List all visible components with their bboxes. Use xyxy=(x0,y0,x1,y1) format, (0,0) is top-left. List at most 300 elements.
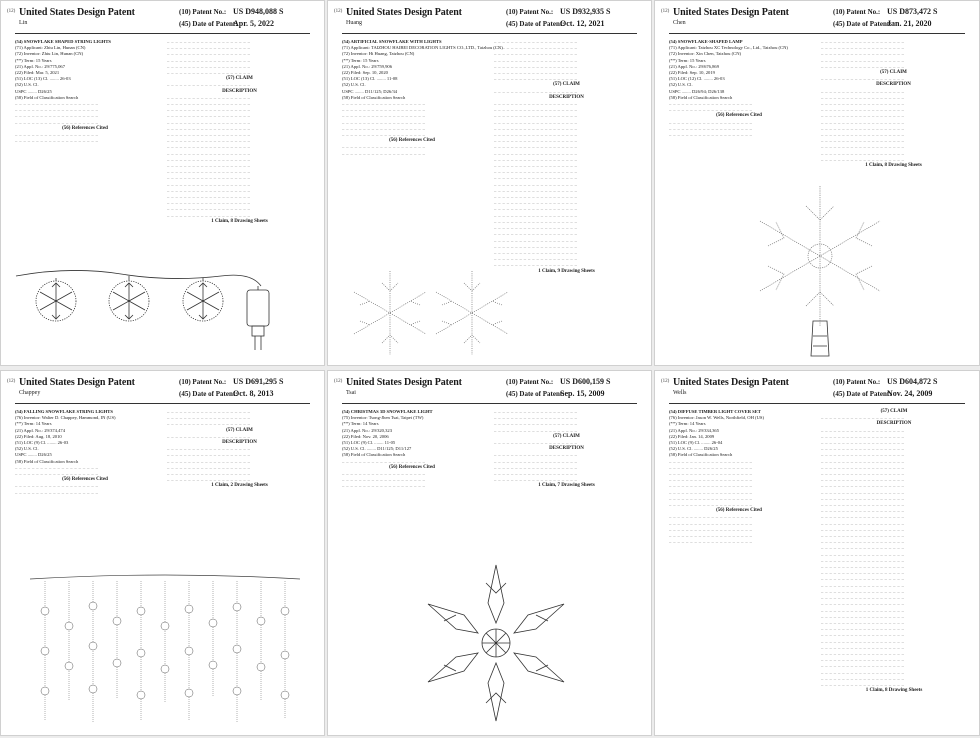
header-rule xyxy=(342,403,637,404)
text-filler: – – – – – – – – – – – – – – – – – – – – xyxy=(821,150,905,156)
left-column xyxy=(342,39,503,157)
field-line: (51) LOC (9) Cl. ........ 26-04 xyxy=(669,440,723,446)
drawing-note: 1 Claim, 8 Drawing Sheets xyxy=(865,688,923,694)
left-column xyxy=(15,409,155,496)
patent-header xyxy=(1,371,324,407)
text-filler: – – – – – – – – – – – – – – – – – – – – xyxy=(494,464,578,470)
text-filler: – – – – – – – – – – – – – – – – – – – – xyxy=(821,675,905,681)
text-filler: – – – – – – – – – – – – – – – – – – – – xyxy=(669,107,753,113)
text-filler: – – – – – – – – – – – – – – – – – – – – xyxy=(167,82,251,88)
text-filler: – – – – – – – – – – – – – – – – – – – – xyxy=(167,421,251,427)
text-filler: – – – – – – – – – – – – – – – – – – – – xyxy=(167,187,251,193)
text-filler: – – – – – – – – – – – – – – – – – – – – xyxy=(821,551,905,557)
text-filler: – – – – – – – – – – – – – – – – – – – – xyxy=(821,508,905,514)
text-filler: – – – – – – – – – – – – – – – – – – – – xyxy=(821,452,905,458)
text-filler: – – – – – – – – – – – – – – – – – – – – xyxy=(494,63,578,69)
text-filler: – – – – – – – – – – – – – – – – – – – – xyxy=(821,156,905,162)
field-line: (21) Appl. No.: 29/374,474 xyxy=(15,427,66,433)
patent-number: US D600,159 S xyxy=(560,377,611,386)
patent-title: United States Design Patent xyxy=(346,377,462,388)
text-filler: – – – – – – – – – – – – – – – – – – – – xyxy=(342,107,426,113)
text-filler: – – – – – – – – – – – – – – – – – – – – xyxy=(494,119,578,125)
text-filler: – – – – – – – – – – – – – – – – – – – – xyxy=(167,200,251,206)
text-filler: – – – – – – – – – – – – – – – – – – – – xyxy=(494,125,578,131)
text-filler: – – – – – – – – – – – – – – – – – – – – xyxy=(494,39,578,44)
text-filler: – – – – – – – – – – – – – – – – – – – – xyxy=(821,601,905,607)
snowflake-lamp-drawing xyxy=(725,181,915,361)
field-line: (71) Applicant: Taizhou XC Technology Co., Ltd., Taizhou (CN) xyxy=(669,45,788,51)
patent-no-label: (10) Patent No.: xyxy=(833,378,881,386)
description-heading: DESCRIPTION xyxy=(549,446,584,452)
text-filler: – – – – – – – – – – – – – – – – – – – – xyxy=(821,644,905,650)
text-filler: – – – – – – – – – – – – – – – – – – – – xyxy=(494,243,578,249)
field-line: (51) LOC (13) Cl. ........ 26-03 xyxy=(15,76,71,82)
patent-date: Oct. 8, 2013 xyxy=(233,389,274,398)
3d-snowflake-drawing xyxy=(396,557,596,733)
header-rule xyxy=(15,33,310,34)
field-line: USPC ........ D26/94; D26/138 xyxy=(669,88,725,94)
patent-date: Oct. 12, 2021 xyxy=(560,19,605,28)
patent-title: United States Design Patent xyxy=(673,377,789,388)
left-column xyxy=(342,409,482,490)
text-filler: – – – – – – – – – – – – – – – – – – – – xyxy=(821,138,905,144)
code-label: (12) xyxy=(661,9,670,14)
left-column xyxy=(15,39,155,144)
text-filler: – – – – – – – – – – – – – – – – – – – – xyxy=(821,681,905,687)
text-filler: – – – – – – – – – – – – – – – – – – – – xyxy=(669,101,753,107)
design-title: (54) CHRISTMAS 3D SNOWFLAKE LIGHT xyxy=(342,409,433,414)
text-filler: – – – – – – – – – – – – – – – – – – – – xyxy=(494,169,578,175)
text-filler: – – – – – – – – – – – – – – – – – – – – xyxy=(15,471,99,477)
text-filler: – – – – – – – – – – – – – – – – – – – – xyxy=(494,415,578,421)
left-column xyxy=(669,39,809,138)
code-label: (12) xyxy=(7,379,16,384)
field-line: (75) Inventor: Tsong-Jhen Tsai, Taipei (TW) xyxy=(342,415,424,421)
text-filler: – – – – – – – – – – – – – – – – – – – – xyxy=(821,595,905,601)
text-filler: – – – – – – – – – – – – – – – – – – – – xyxy=(821,657,905,663)
text-filler: – – – – – – – – – – – – – – – – – – – – xyxy=(821,663,905,669)
field-line: (22) Filed: Aug. 18, 2010 xyxy=(15,433,62,439)
patent-header xyxy=(655,1,979,37)
text-filler: – – – – – – – – – – – – – – – – – – – – xyxy=(494,206,578,212)
claim-heading: (57) CLAIM xyxy=(880,409,908,414)
text-filler: – – – – – – – – – – – – – – – – – – – – xyxy=(821,471,905,477)
field-line: (21) Appl. No.: 29/759,906 xyxy=(342,63,393,69)
text-filler: – – – – – – – – – – – – – – – – – – – – xyxy=(494,218,578,224)
text-filler: – – – – – – – – – – – – – – – – – – – – xyxy=(821,94,905,100)
text-filler: – – – – – – – – – – – – – – – – – – – – xyxy=(494,249,578,255)
field-line: (52) U.S. Cl. xyxy=(669,82,693,88)
text-filler: – – – – – – – – – – – – – – – – – – – – xyxy=(821,458,905,464)
claim-heading: (57) CLAIM xyxy=(226,76,253,82)
header-rule xyxy=(342,33,637,34)
patent-page-4[interactable] xyxy=(0,370,325,736)
field-line: (52) U.S. Cl. xyxy=(15,82,39,88)
text-filler: – – – – – – – – – – – – – – – – – – – – xyxy=(167,138,251,144)
field-line: (22) Filed: Mar. 5, 2021 xyxy=(15,70,60,76)
text-filler: – – – – – – – – – – – – – – – – – – – – xyxy=(821,570,905,576)
text-filler: – – – – – – – – – – – – – – – – – – – – xyxy=(821,125,905,131)
text-filler: – – – – – – – – – – – – – – – – – – – – xyxy=(167,57,251,63)
text-filler: – – – – – – – – – – – – – – – – – – – – xyxy=(167,452,251,458)
text-filler: – – – – – – – – – – – – – – – – – – – – xyxy=(342,477,426,483)
inventor-name: Chappey xyxy=(19,390,41,396)
text-filler: – – – – – – – – – – – – – – – – – – – – xyxy=(494,452,578,458)
right-column xyxy=(494,409,639,490)
field-line: USPC ........ D26/25 xyxy=(15,452,52,458)
patent-no-label: (10) Patent No.: xyxy=(833,8,881,16)
text-filler: – – – – – – – – – – – – – – – – – – – – xyxy=(167,94,251,100)
text-filler: – – – – – – – – – – – – – – – – – – – – xyxy=(821,514,905,520)
text-filler: – – – – – – – – – – – – – – – – – – – – xyxy=(669,477,753,483)
string-lights-drawing xyxy=(11,246,316,361)
text-filler: – – – – – – – – – – – – – – – – – – – – xyxy=(821,626,905,632)
text-filler: – – – – – – – – – – – – – – – – – – – – xyxy=(342,113,426,119)
text-filler: – – – – – – – – – – – – – – – – – – – – xyxy=(15,101,99,107)
text-filler: – – – – – – – – – – – – – – – – – – – – xyxy=(494,231,578,237)
text-filler: – – – – – – – – – – – – – – – – – – – – xyxy=(494,256,578,262)
drawing-note: 1 Claim, 8 Drawing Sheets xyxy=(211,218,268,224)
text-filler: – – – – – – – – – – – – – – – – – – – – xyxy=(342,144,426,150)
date-label: (45) Date of Patent: xyxy=(179,20,238,28)
text-filler: – – – – – – – – – – – – – – – – – – – – xyxy=(494,88,578,94)
inventor-name: Wells xyxy=(673,390,687,396)
references-heading: (56) References Cited xyxy=(716,508,762,514)
text-filler: – – – – – – – – – – – – – – – – – – – – xyxy=(821,495,905,501)
code-label: (12) xyxy=(661,379,670,384)
field-line: (51) LOC (12) Cl. ........ 26-03 xyxy=(669,76,725,82)
date-label: (45) Date of Patent: xyxy=(833,390,892,398)
text-filler: – – – – – – – – – – – – – – – – – – – – xyxy=(167,458,251,464)
text-filler: – – – – – – – – – – – – – – – – – – – – xyxy=(821,464,905,470)
field-line: USPC ........ D26/25 xyxy=(15,88,52,94)
right-column xyxy=(167,39,312,225)
text-filler: – – – – – – – – – – – – – – – – – – – – xyxy=(494,477,578,483)
field-line: (52) U.S. Cl. xyxy=(15,446,39,452)
right-column xyxy=(494,39,639,275)
patent-page-6[interactable] xyxy=(654,370,980,736)
patent-page-2[interactable] xyxy=(327,0,652,366)
design-title: (54) ARTIFICIAL SNOWFLAKE WITH LIGHTS xyxy=(342,39,442,44)
text-filler: – – – – – – – – – – – – – – – – – – – – xyxy=(821,57,905,63)
text-filler: – – – – – – – – – – – – – – – – – – – – xyxy=(669,539,753,545)
text-filler: – – – – – – – – – – – – – – – – – – – – xyxy=(167,464,251,470)
text-filler: – – – – – – – – – – – – – – – – – – – – xyxy=(494,113,578,119)
text-filler: – – – – – – – – – – – – – – – – – – – – xyxy=(167,433,251,439)
text-filler: – – – – – – – – – – – – – – – – – – – – xyxy=(167,175,251,181)
text-filler: – – – – – – – – – – – – – – – – – – – – xyxy=(821,483,905,489)
right-column xyxy=(821,409,967,694)
patent-number: US D948,088 S xyxy=(233,7,284,16)
field-line: (76) Inventor: Jason W. Wells, Northfield, OH (US) xyxy=(669,415,764,421)
text-filler: – – – – – – – – – – – – – – – – – – – – xyxy=(821,632,905,638)
text-filler: – – – – – – – – – – – – – – – – – – – – xyxy=(494,421,578,427)
text-filler: – – – – – – – – – – – – – – – – – – – – xyxy=(494,144,578,150)
field-line: (22) Filed: Nov. 20, 2006 xyxy=(342,433,389,439)
text-filler: – – – – – – – – – – – – – – – – – – – – xyxy=(167,101,251,107)
claim-heading: (57) CLAIM xyxy=(553,82,580,88)
drawing-note: 1 Claim, 9 Drawing Sheets xyxy=(538,268,595,274)
text-filler: – – – – – – – – – – – – – – – – – – – – xyxy=(167,113,251,119)
description-heading: DESCRIPTION xyxy=(876,82,911,88)
patent-title: United States Design Patent xyxy=(346,7,462,18)
text-filler: – – – – – – – – – – – – – – – – – – – – xyxy=(167,446,251,452)
text-filler: – – – – – – – – – – – – – – – – – – – – xyxy=(15,119,99,125)
text-filler: – – – – – – – – – – – – – – – – – – – – xyxy=(167,194,251,200)
text-filler: – – – – – – – – – – – – – – – – – – – – xyxy=(821,520,905,526)
inventor-name: Lin xyxy=(19,20,28,26)
code-label: (12) xyxy=(334,379,343,384)
patent-no-label: (10) Patent No.: xyxy=(506,378,554,386)
field-line: (**) Term: 15 Years xyxy=(342,57,379,63)
text-filler: – – – – – – – – – – – – – – – – – – – – xyxy=(494,427,578,433)
text-filler: – – – – – – – – – – – – – – – – – – – – xyxy=(167,409,251,414)
field-line: (58) Field of Classification Search xyxy=(669,452,733,458)
date-label: (45) Date of Patent: xyxy=(179,390,238,398)
text-filler: – – – – – – – – – – – – – – – – – – – – xyxy=(15,132,99,138)
text-filler: – – – – – – – – – – – – – – – – – – – – xyxy=(494,45,578,51)
text-filler: – – – – – – – – – – – – – – – – – – – – xyxy=(821,63,905,69)
text-filler: – – – – – – – – – – – – – – – – – – – – xyxy=(821,51,905,57)
text-filler: – – – – – – – – – – – – – – – – – – – – xyxy=(167,477,251,483)
text-filler: – – – – – – – – – – – – – – – – – – – – xyxy=(669,471,753,477)
field-line: (**) Term: 15 Years xyxy=(15,57,52,63)
text-filler: – – – – – – – – – – – – – – – – – – – – xyxy=(669,520,753,526)
patent-no-label: (10) Patent No.: xyxy=(179,8,227,16)
field-line: (71) Applicant: TAIZHOU HAIBEI DECORATION LIGHTS CO.,LTD., Taizhou (CN) xyxy=(342,45,503,51)
patent-title: United States Design Patent xyxy=(19,377,135,388)
field-line: (71) Applicant: Zhiu Lin, Hunan (CN) xyxy=(15,45,86,51)
text-filler: – – – – – – – – – – – – – – – – – – – – xyxy=(669,119,753,125)
field-line: (58) Field of Classification Search xyxy=(669,94,733,100)
text-filler: – – – – – – – – – – – – – – – – – – – – xyxy=(494,262,578,268)
patent-page-5[interactable] xyxy=(327,370,652,736)
field-line: (52) U.S. Cl. xyxy=(342,82,366,88)
text-filler: – – – – – – – – – – – – – – – – – – – – xyxy=(15,489,99,495)
text-filler: – – – – – – – – – – – – – – – – – – – – xyxy=(821,107,905,113)
field-line: (58) Field of Classification Search xyxy=(15,458,79,464)
text-filler: – – – – – – – – – – – – – – – – – – – – xyxy=(669,495,753,501)
text-filler: – – – – – – – – – – – – – – – – – – – – xyxy=(821,415,905,421)
text-filler: – – – – – – – – – – – – – – – – – – – – xyxy=(167,45,251,51)
text-filler: – – – – – – – – – – – – – – – – – – – – xyxy=(167,169,251,175)
header-rule xyxy=(669,33,965,34)
text-filler: – – – – – – – – – – – – – – – – – – – – xyxy=(494,76,578,82)
text-filler: – – – – – – – – – – – – – – – – – – – – xyxy=(821,557,905,563)
text-filler: – – – – – – – – – – – – – – – – – – – – xyxy=(669,464,753,470)
text-filler: – – – – – – – – – – – – – – – – – – – – xyxy=(494,200,578,206)
text-filler: – – – – – – – – – – – – – – – – – – – – xyxy=(494,458,578,464)
patent-number: US D691,295 S xyxy=(233,377,284,386)
field-line: (58) Field of Classification Search xyxy=(342,452,406,458)
description-heading: DESCRIPTION xyxy=(222,440,257,446)
drawing-note: 1 Claim, 7 Drawing Sheets xyxy=(538,483,595,489)
inventor-name: Chen xyxy=(673,20,686,26)
text-filler: – – – – – – – – – – – – – – – – – – – – xyxy=(821,144,905,150)
field-line: (**) Term: 14 Years xyxy=(15,421,52,427)
text-filler: – – – – – – – – – – – – – – – – – – – – xyxy=(494,132,578,138)
text-filler: – – – – – – – – – – – – – – – – – – – – xyxy=(494,225,578,231)
left-column xyxy=(669,409,809,545)
text-filler: – – – – – – – – – – – – – – – – – – – – xyxy=(821,76,905,82)
text-filler: – – – – – – – – – – – – – – – – – – – – xyxy=(821,576,905,582)
patent-header xyxy=(328,1,651,37)
text-filler: – – – – – – – – – – – – – – – – – – – – xyxy=(494,57,578,63)
text-filler: – – – – – – – – – – – – – – – – – – – – xyxy=(821,607,905,613)
text-filler: – – – – – – – – – – – – – – – – – – – – xyxy=(15,483,99,489)
patent-header xyxy=(1,1,324,37)
patent-date: Nov. 24, 2009 xyxy=(887,389,933,398)
design-title: (54) SNOWFLAKE SHAPED STRING LIGHTS xyxy=(15,39,111,44)
field-line: (52) U.S. Cl. ........ D11/125; D11/127 xyxy=(342,446,412,452)
patent-date: Jan. 21, 2020 xyxy=(887,19,932,28)
references-heading: (56) References Cited xyxy=(62,477,108,483)
field-line: USPC ........ D11/125; D26/34 xyxy=(342,88,398,94)
text-filler: – – – – – – – – – – – – – – – – – – – – xyxy=(494,101,578,107)
text-filler: – – – – – – – – – – – – – – – – – – – – xyxy=(494,51,578,57)
text-filler: – – – – – – – – – – – – – – – – – – – – xyxy=(167,125,251,131)
text-filler: – – – – – – – – – – – – – – – – – – – – xyxy=(821,669,905,675)
text-filler: – – – – – – – – – – – – – – – – – – – – xyxy=(821,45,905,51)
field-line: (21) Appl. No.: 29/676,869 xyxy=(669,63,720,69)
text-filler: – – – – – – – – – – – – – – – – – – – – xyxy=(821,101,905,107)
text-filler: – – – – – – – – – – – – – – – – – – – – xyxy=(669,489,753,495)
text-filler: – – – – – – – – – – – – – – – – – – – – xyxy=(494,156,578,162)
text-filler: – – – – – – – – – – – – – – – – – – – – xyxy=(821,539,905,545)
text-filler: – – – – – – – – – – – – – – – – – – – – xyxy=(821,650,905,656)
text-filler: – – – – – – – – – – – – – – – – – – – – xyxy=(167,132,251,138)
references-heading: (56) References Cited xyxy=(62,125,108,131)
text-filler: – – – – – – – – – – – – – – – – – – – – xyxy=(669,502,753,508)
field-line: (51) LOC (9) Cl. ........ 11-05 xyxy=(342,440,396,446)
design-title: (54) FALLING SNOWFLAKE STRING LIGHTS xyxy=(15,409,113,414)
text-filler: – – – – – – – – – – – – – – – – – – – – xyxy=(821,119,905,125)
date-label: (45) Date of Patent: xyxy=(506,20,565,28)
text-filler: – – – – – – – – – – – – – – – – – – – – xyxy=(669,533,753,539)
field-line: (**) Term: 14 Years xyxy=(342,421,379,427)
date-label: (45) Date of Patent: xyxy=(833,20,892,28)
field-line: (21) Appl. No.: 29/334,365 xyxy=(669,427,720,433)
field-line: (21) Appl. No.: 29/775,067 xyxy=(15,63,66,69)
text-filler: – – – – – – – – – – – – – – – – – – – – xyxy=(821,638,905,644)
patent-number: US D604,872 S xyxy=(887,377,938,386)
text-filler: – – – – – – – – – – – – – – – – – – – – xyxy=(821,545,905,551)
description-heading: DESCRIPTION xyxy=(222,88,257,94)
text-filler: – – – – – – – – – – – – – – – – – – – – xyxy=(821,433,905,439)
text-filler: – – – – – – – – – – – – – – – – – – – – xyxy=(669,132,753,138)
text-filler: – – – – – – – – – – – – – – – – – – – – xyxy=(15,464,99,470)
text-filler: – – – – – – – – – – – – – – – – – – – – xyxy=(821,446,905,452)
field-line: (**) Term: 15 Years xyxy=(669,57,706,63)
text-filler: – – – – – – – – – – – – – – – – – – – – xyxy=(669,458,753,464)
text-filler: – – – – – – – – – – – – – – – – – – – – xyxy=(494,194,578,200)
claim-heading: (57) CLAIM xyxy=(880,70,907,76)
text-filler: – – – – – – – – – – – – – – – – – – – – xyxy=(494,187,578,193)
header-rule xyxy=(15,403,310,404)
text-filler: – – – – – – – – – – – – – – – – – – – – xyxy=(821,440,905,446)
field-line: (72) Inventor: Hi Huang, Taizhou (CN) xyxy=(342,51,415,57)
text-filler: – – – – – – – – – – – – – – – – – – – – xyxy=(342,458,426,464)
text-filler: – – – – – – – – – – – – – – – – – – – – xyxy=(821,588,905,594)
field-line: (72) Inventor: Xin Chen, Taizhou (CN) xyxy=(669,51,742,57)
text-filler: – – – – – – – – – – – – – – – – – – – – xyxy=(167,181,251,187)
patent-header xyxy=(328,371,651,407)
text-filler: – – – – – – – – – – – – – – – – – – – – xyxy=(167,163,251,169)
text-filler: – – – – – – – – – – – – – – – – – – – – xyxy=(821,564,905,570)
text-filler: – – – – – – – – – – – – – – – – – – – – xyxy=(167,107,251,113)
field-line: (58) Field of Classification Search xyxy=(342,94,406,100)
text-filler: – – – – – – – – – – – – – – – – – – – – xyxy=(821,533,905,539)
right-column xyxy=(821,39,966,169)
text-filler: – – – – – – – – – – – – – – – – – – – – xyxy=(167,212,251,218)
text-filler: – – – – – – – – – – – – – – – – – – – – xyxy=(342,119,426,125)
inventor-name: Tsai xyxy=(346,390,356,396)
text-filler: – – – – – – – – – – – – – – – – – – – – xyxy=(167,39,251,44)
field-line: (22) Filed: Jan. 14, 2009 xyxy=(669,433,715,439)
text-filler: – – – – – – – – – – – – – – – – – – – – xyxy=(167,144,251,150)
patent-date: Sep. 15, 2009 xyxy=(560,389,605,398)
text-filler: – – – – – – – – – – – – – – – – – – – – xyxy=(15,113,99,119)
text-filler: – – – – – – – – – – – – – – – – – – – – xyxy=(167,150,251,156)
patent-title: United States Design Patent xyxy=(673,7,789,18)
text-filler: – – – – – – – – – – – – – – – – – – – – xyxy=(342,150,426,156)
text-filler: – – – – – – – – – – – – – – – – – – – – xyxy=(167,51,251,57)
text-filler: – – – – – – – – – – – – – – – – – – – – xyxy=(821,489,905,495)
patent-date: Apr. 5, 2022 xyxy=(233,19,275,28)
patent-page-1[interactable] xyxy=(0,0,325,366)
text-filler: – – – – – – – – – – – – – – – – – – – – xyxy=(494,150,578,156)
text-filler: – – – – – – – – – – – – – – – – – – – – xyxy=(15,107,99,113)
patent-no-label: (10) Patent No.: xyxy=(506,8,554,16)
references-heading: (56) References Cited xyxy=(716,113,762,119)
text-filler: – – – – – – – – – – – – – – – – – – – – xyxy=(494,70,578,76)
patent-page-3[interactable] xyxy=(654,0,980,366)
text-filler: – – – – – – – – – – – – – – – – – – – – xyxy=(494,471,578,477)
text-filler: – – – – – – – – – – – – – – – – – – – – xyxy=(821,582,905,588)
text-filler: – – – – – – – – – – – – – – – – – – – – xyxy=(494,409,578,414)
falling-snowflake-drawing xyxy=(25,571,305,731)
text-filler: – – – – – – – – – – – – – – – – – – – – xyxy=(669,125,753,131)
text-filler: – – – – – – – – – – – – – – – – – – – – xyxy=(821,619,905,625)
field-line: (**) Term: 14 Years xyxy=(669,421,706,427)
text-filler: – – – – – – – – – – – – – – – – – – – – xyxy=(494,163,578,169)
field-line: (51) LOC (13) Cl. ........ 11-08 xyxy=(342,76,398,82)
description-heading: DESCRIPTION xyxy=(876,421,912,427)
right-column xyxy=(167,409,312,490)
text-filler: – – – – – – – – – – – – – – – – – – – – xyxy=(494,107,578,113)
snowflake-drawing xyxy=(340,263,640,363)
text-filler: – – – – – – – – – – – – – – – – – – – – xyxy=(494,138,578,144)
references-heading: (56) References Cited xyxy=(389,464,435,470)
references-heading: (56) References Cited xyxy=(389,138,435,144)
text-filler: – – – – – – – – – – – – – – – – – – – – xyxy=(342,132,426,138)
date-label: (45) Date of Patent: xyxy=(506,390,565,398)
text-filler: – – – – – – – – – – – – – – – – – – – – xyxy=(167,119,251,125)
patent-header xyxy=(655,371,979,407)
code-label: (12) xyxy=(7,9,16,14)
text-filler: – – – – – – – – – – – – – – – – – – – – xyxy=(821,113,905,119)
drawing-note: 1 Claim, 8 Drawing Sheets xyxy=(865,163,922,169)
text-filler: – – – – – – – – – – – – – – – – – – – – xyxy=(669,514,753,520)
patent-number: US D932,935 S xyxy=(560,7,611,16)
code-label: (12) xyxy=(334,9,343,14)
text-filler: – – – – – – – – – – – – – – – – – – – – xyxy=(167,471,251,477)
claim-heading: (57) CLAIM xyxy=(553,433,580,439)
text-filler: – – – – – – – – – – – – – – – – – – – – xyxy=(821,88,905,94)
patent-number: US D873,472 S xyxy=(887,7,938,16)
description-heading: DESCRIPTION xyxy=(549,94,584,100)
design-title: (54) DIFFUSE TIMBER LIGHT COVER SET xyxy=(669,409,761,414)
